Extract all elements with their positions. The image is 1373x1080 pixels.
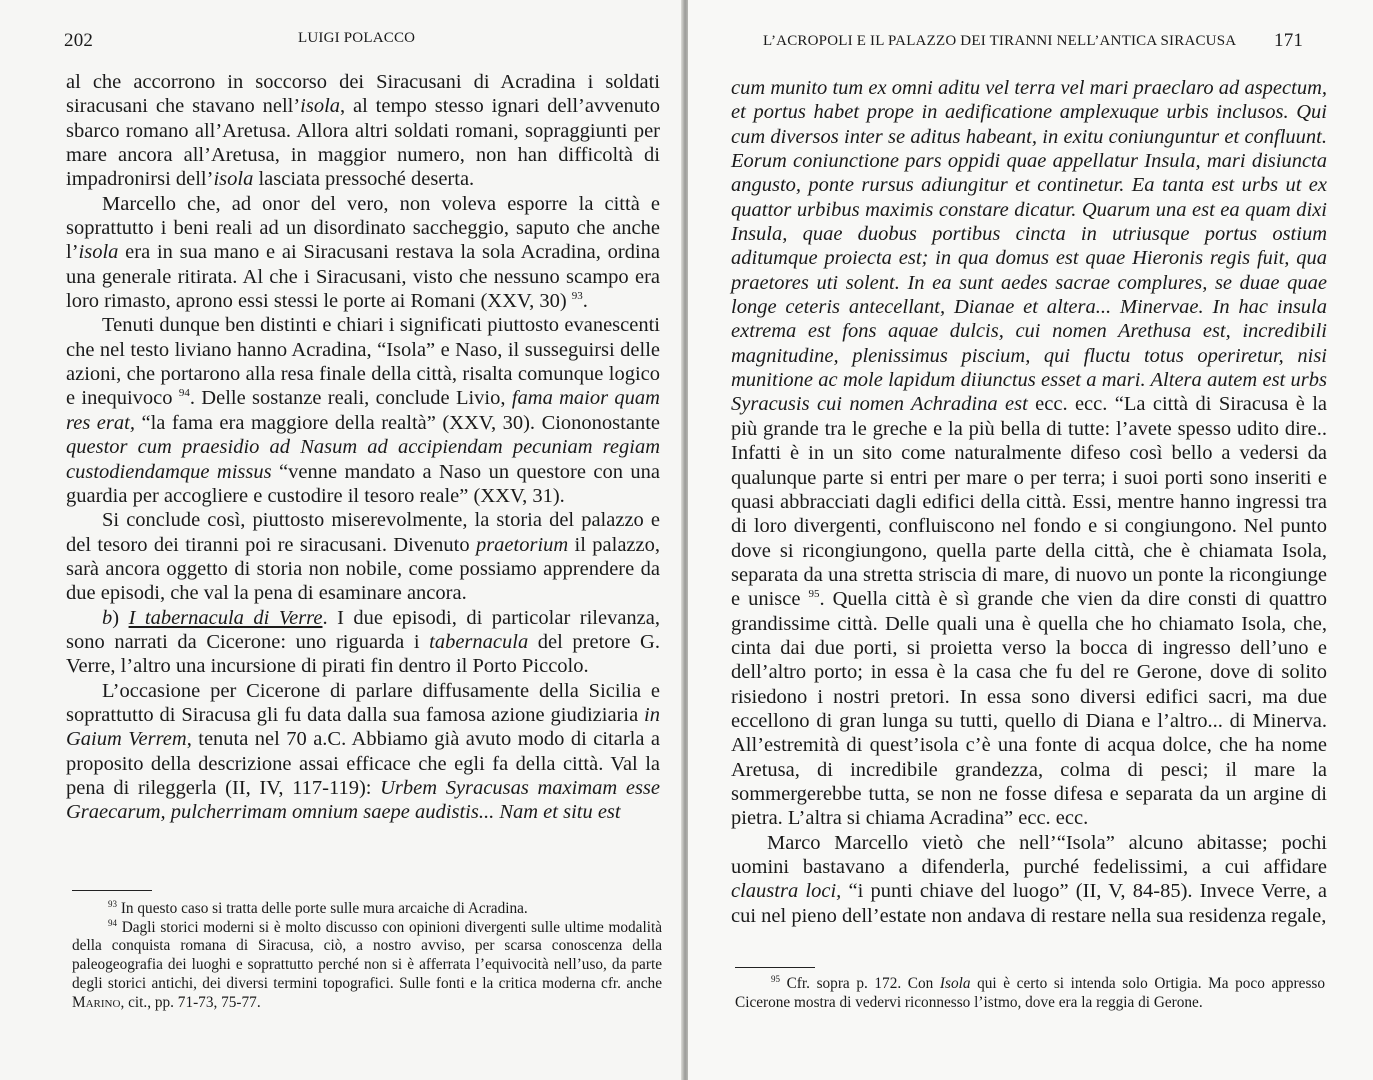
footnote-94: $^{94}$ Dagli storici moderni si è molto discusso con opinioni divergenti sulle ultime modalità della conquista romana di Siracusa, ciò, a nostro avviso, per scarsa conoscenza della paleogeografia dei luoghi e soprattutto perché non si è afferrata l’equivocità nell’uso, da parte degli storici antichi, dei diversi termini topografici. Sulle fonti e la critica moderna cfr. anche Marino, cit., pp. 71-73, 75-77.	[72, 917, 662, 1011]
right-footnotes	[735, 975, 1325, 1012]
left-paragraph-4: Si conclude così, piuttosto miserevolmente, la storia del palazzo e del tesoro dei tiranni poi re siracusani. Divenuto praetorium il palazzo, sarà ancora oggetto di storia non nobile, come possiamo apprendere da due episodi, che val la pena di esaminare ancora.	[66, 509, 660, 605]
right-paragraph-2: Marco Marcello vietò che nell’“Isola” alcuno abitasse; pochi uomini bastavano a difenderla, purché fedelissimi, a cui affidare claustra loci, “i punti chiave del luogo” (II, V, 84-85). Invece Verre, a cui nel pieno dell’estate non andava di restare nella sua residenza regale,	[731, 831, 1328, 927]
left-footnotes	[72, 900, 662, 1012]
cicero-translation: ecc. ecc. “La città di Siracusa è la più grande tra le greche e la più bella di tutte: l’avete spesso udito dire.. Infatti è in un sito come naturalmente difeso così bello a vedersi da qualunque parte si entri per mare o per terra; i suoi porti sono inseriti e quasi abbracciati dagli edifici della città. Essi, mentre hanno ingressi tra di loro divergenti, confluiscono nel fondo e si congiungono. Nel punto dove si ricongiungono, quella parte della città, che è chiamata Isola, separata da una stretta striscia di mare, di nuovo un ponte la ricongiunge e unisce	[731, 393, 1327, 611]
right-body-text	[731, 76, 1327, 928]
left-paragraph-1: al che accorrono in soccorso dei Siracusani di Acradina i soldati siracusani che stavano nell’isola, al tempo stesso ignari dell’avvenuto sbarco romano all’Aretusa. Allora altri soldati romani, sopraggiunti per mare ancora all’Aretusa, in maggior numero, non han difficoltà di impadronirsi dell’isola lasciata pressoché deserta.	[66, 71, 660, 191]
footnote-93: $^{93}$ In questo caso si tratta delle porte sulle mura arcaiche di Acradina.	[108, 898, 528, 917]
footnote-separator	[735, 967, 815, 968]
left-paragraph-2: Marcello che, ad onor del vero, non voleva esporre la città e soprattutto i beni reali ad un disordinato saccheggio, saputo che anche l’isola era in sua mano e ai Siracusani restava la sola Acradina, ordina una generale ritirata. Al che i Siracusani, visto che nessuno scampo era loro rimasto, aprono essi stessi le porte ai Romani (XXV, 30) $^{93}$.	[66, 192, 660, 313]
right-page	[688, 0, 1373, 1080]
section-heading: b) I tabernacula di Verre.	[102, 606, 328, 629]
right-running-head: L’ACROPOLI E IL PALAZZO DEI TIRANNI NELL’ANTICA SIRACUSA	[763, 33, 1237, 49]
footnote-ref-93[interactable]: 93	[571, 290, 583, 303]
left-paragraph-6: L’occasione per Cicerone di parlare diffusamente della Sicilia e soprattutto di Siracusa gli fu data dalla sua famosa azione giudiziaria in Gaium Verrem, tenuta nel 70 a.C. Abbiamo già avuto modo di citarla a proposito della descrizione assai efficace che egli fa della città. Val la pena di rileggerla (II, IV, 117-119): Urbem Syracusas maximam esse Graecarum, pulcherrimam omnium saepe audistis... Nam et situ est	[66, 679, 660, 824]
left-paragraph-5: b) I tabernacula di Verre. I due episodi, di particolar rilevanza, sono narrati da Cicerone: uno riguarda i tabernacula del pretore G. Verre, l’altro una incursione di pirati fin dentro il Porto Piccolo.	[66, 606, 661, 678]
left-page	[0, 0, 683, 1080]
left-body-text	[66, 70, 660, 825]
left-running-head: LUIGI POLACCO	[298, 30, 416, 46]
footnote-95: $^{95}$ Cfr. sopra p. 172. Con Isola qui è certo si intenda solo Ortigia. Ma poco appresso Cicerone mostra di vedervi riconnesso l’istmo, dove era la reggia di Gerone.	[735, 973, 1325, 1011]
right-paragraph-1: cum munito tum ex omni aditu vel terra vel mari praeclaro ad aspectum, et portus habet prope in aedificatione amplexuque urbis inclusos. Qui cum diversos inter se aditus habeant, in exitu coniunguntur et confluunt. Eorum coniunctione pars oppidi quae appellatur Insula, mari disiuncta angusto, ponte rursus adiungitur et continetur. Ea tanta est urbs ut ex quattor urbibus maximis constare dicatur. Quarum una est ea quam dixi Insula, quae duobus portibus cincta in utriusque portus ostium aditumque proiecta est; in qua domus est quae Hieronis regis fuit, qua praetores uti solent. In ea sunt aedes sacrae complures, se duae quae longe ceteris antecellant, Dianae et altera... Minervae. In hac insula extrema est fons aquae dulcis, cui nomen Arethusa est, incredibili magnitudine, plenissimus piscium, qui fluctu totus operiretur, nisi munitione ac mole lapidum diiunctus esset a mari. Altera autem est urbs Syracusis cui nomen Achradina est ecc. ecc. “La città di Siracusa è la più grande tra le greche e la più bella di tutte: l’avete spesso udito dire.. Infatti è in un sito come naturalmente difeso così bello a vedersi da qualunque parte si entri per mare o per terra; i suoi porti sono inseriti e quasi abbracciati dagli edifici della città. Essi, mentre hanno ingressi tra di loro divergenti, confluiscono nel fondo e si congiungono. Nel punto dove si ricongiungono, quella parte della città, che è chiamata Isola, separata da una stretta striscia di mare, di nuovo un ponte la ricongiunge e unisce $^{95}$. Quella città è sì grande che vien da dire consti di quattro grandissime città. Delle quali una è quella che ho chiamato Isola, che, cinta dai due porti, si proietta verso la bocca di ingresso dell’uno e dell’altro porto; in essa è la casa che fu del re Gerone, dove di solito risiedono i nostri pretori. In essa sono diversi edifici sacri, ma due eccellono di gran lunga su tutti, quello di Diana e l’altro... di Minerva. All’estremità di quest’isola c’è una fonte di acqua dolce, che ha nome Aretusa, di incredibile grandezza, colma di pesci; il mare la sommergerebbe tutta, se non ne fosse difesa e separata da un argine di pietra. L’altra si chiama Acradina” ecc. ecc.	[731, 77, 1327, 830]
left-page-number: 202	[64, 30, 94, 51]
cicero-latin-passage: cum munito tum ex omni aditu vel terra vel mari praeclaro ad aspectum, et portus habet prope in aedificatione amplexuque urbis inclusos. Qui cum diversos inter se aditus habeant, in exitu coniunguntur et confluunt. Eorum coniunctione pars oppidi quae appellatur Insula, mari disiuncta angusto, ponte rursus adiungitur et continetur. Ea tanta est urbs ut ex quattor urbibus maximis constare dicatur. Quarum una est ea quam dixi Insula, quae duobus portibus cincta in utriusque portus ostium aditumque proiecta est; in qua domus est quae Hieronis regis fuit, qua praetores uti solent. In ea sunt aedes sacrae complures, se duae quae longe ceteris antecellant, Dianae et altera... Minervae. In hac insula extrema est fons aquae dulcis, cui nomen Arethusa est, incredibili magnitudine, plenissimus piscium, qui fluctu totus operiretur, nisi munitione ac mole lapidum diiunctus esset a mari. Altera autem est urbs Syracusis cui nomen Achradina est	[731, 77, 1327, 416]
left-paragraph-3: Tenuti dunque ben distinti e chiari i significati piuttosto evanescenti che nel testo liviano hanno Acradina, “Isola” e Naso, il susseguirsi delle azioni, che portarono alla resa finale della città, risalta comunque logico e inequivoco $^{94}$. Delle sostanze reali, conclude Livio, fama maior quam res erat, “la fama era maggiore della realtà” (XXV, 30). Ciononostante questor cum praesidio ad Nasum ad accipiendam pecuniam regiam custodiendamque missus “venne mandato a Naso un questore con una guardia per accogliere e custodire il tesoro reale” (XXV, 31).	[66, 314, 661, 507]
footnote-ref-95[interactable]: 95	[808, 588, 820, 601]
right-page-number: 171	[1274, 30, 1304, 51]
footnote-separator	[72, 890, 152, 891]
footnote-ref-94[interactable]: 94	[178, 387, 190, 400]
